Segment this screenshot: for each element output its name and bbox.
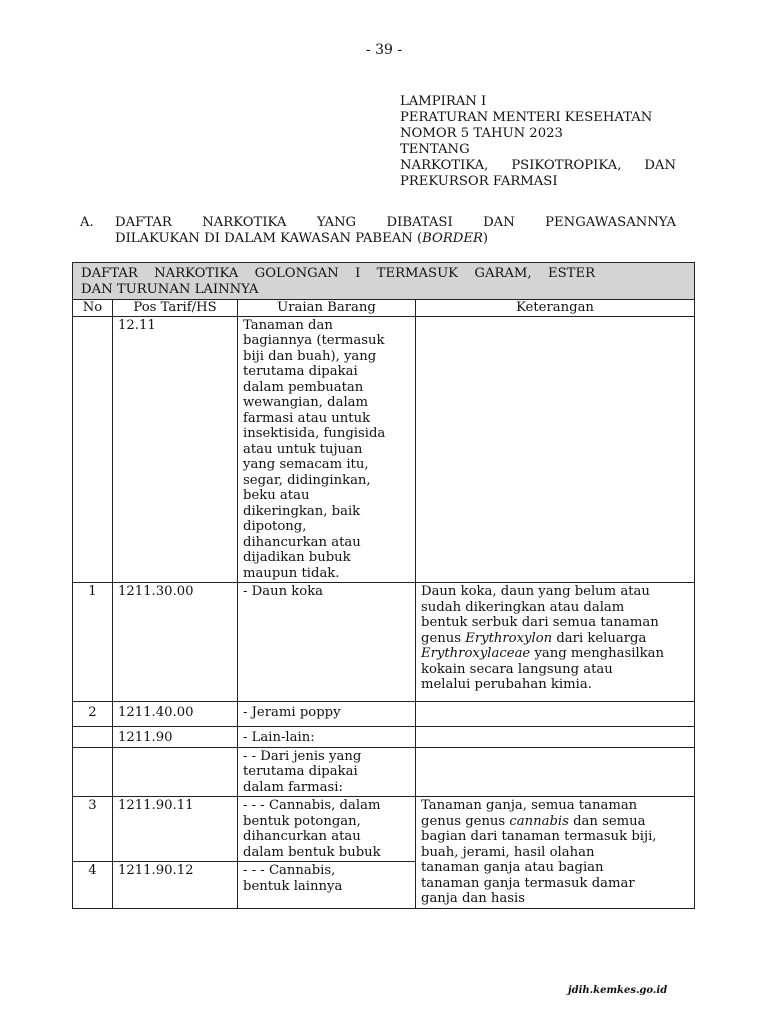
footer-url: jdih.kemkes.go.id	[568, 985, 668, 996]
lampiran-line: TENTANG	[400, 142, 470, 157]
lampiran-line: LAMPIRAN I	[400, 94, 487, 109]
cell-keterangan-ganja	[416, 797, 695, 909]
uraian-line: - Jerami poppy	[243, 704, 341, 720]
ket-line: melalui perubahan kimia.	[421, 677, 592, 692]
table-row	[73, 747, 695, 797]
uraian-line: yang semacam itu,	[243, 457, 369, 472]
uraian-line: insektisida, fungisida	[243, 426, 386, 441]
lampiran-word: DAN	[644, 158, 676, 173]
uraian-line: terutama dipakai	[243, 764, 358, 779]
uraian-line: dihancurkan atau	[243, 829, 361, 844]
table-row	[73, 701, 695, 727]
ket-line: bagian dari tanaman termasuk biji,	[421, 829, 657, 844]
lampiran-header	[400, 94, 676, 190]
cell-pos: 1211.30.00	[113, 583, 238, 702]
ket-line: buah, jerami, hasil olahan	[421, 844, 595, 860]
section-heading	[80, 215, 676, 247]
section-italic-text: BORDER	[422, 231, 483, 246]
cell-keterangan	[416, 747, 695, 797]
ket-line: sudah dikeringkan atau dalam	[421, 599, 625, 615]
table-caption-row	[73, 263, 695, 300]
section-text: )	[482, 231, 489, 246]
ket-line: tanaman ganja termasuk damar	[421, 875, 635, 891]
header-no: No	[73, 300, 113, 317]
ket-line: kokain secara langsung atau	[421, 661, 613, 677]
cell-no: 1	[73, 583, 113, 702]
uraian-line: atau untuk tujuan	[243, 441, 363, 457]
lampiran-line: NOMOR 5 TAHUN 2023	[400, 126, 563, 141]
header-pos-tarif: Pos Tarif/HS	[113, 300, 238, 317]
uraian-line: dalam bentuk bubuk	[243, 844, 381, 860]
cell-no	[73, 316, 113, 583]
uraian-line: dikeringkan, baik	[243, 503, 361, 519]
section-word: NARKOTIKA	[202, 215, 287, 230]
cell-no	[73, 727, 113, 748]
uraian-line: biji dan buah), yang	[243, 348, 377, 364]
cell-keterangan	[416, 727, 695, 748]
ket-line: Daun koka, daun yang belum atau	[421, 584, 650, 599]
cell-uraian	[238, 316, 416, 583]
caption-word: DAFTAR	[81, 266, 138, 281]
page-number: - 39 -	[365, 42, 403, 58]
uraian-line: bentuk lainnya	[243, 878, 343, 894]
cell-keterangan	[416, 701, 695, 727]
uraian-line: dipotong,	[243, 519, 307, 534]
caption-word: GOLONGAN	[254, 266, 339, 281]
uraian-line: dalam pembuatan	[243, 379, 364, 395]
cell-no: 3	[73, 797, 113, 862]
ket-line: ganja dan hasis	[421, 891, 526, 906]
caption-word: TERMASUK	[376, 266, 459, 281]
section-line-2	[80, 231, 676, 247]
lampiran-word: NARKOTIKA,	[400, 158, 489, 173]
cell-pos: 12.11	[113, 316, 238, 583]
table-header-row	[73, 300, 695, 317]
uraian-line: beku atau	[243, 488, 310, 503]
uraian-line: - - Dari jenis yang	[243, 748, 362, 764]
cell-uraian	[238, 747, 416, 797]
lampiran-line: PREKURSOR FARMASI	[400, 174, 558, 189]
section-word: DAN	[483, 215, 515, 230]
cell-keterangan	[416, 316, 695, 583]
uraian-line: Tanaman dan	[243, 317, 333, 333]
uraian-line: dijadikan bubuk	[243, 550, 351, 565]
uraian-line: - - - Cannabis,	[243, 863, 336, 878]
header-uraian: Uraian Barang	[238, 300, 416, 317]
caption-word: I	[355, 266, 361, 281]
lampiran-line: PERATURAN MENTERI KESEHATAN	[400, 110, 653, 125]
table-row	[73, 316, 695, 583]
cell-uraian	[238, 797, 416, 862]
cell-uraian	[238, 862, 416, 909]
ket-line: genus genus cannabis dan semua	[421, 813, 646, 829]
uraian-line: wewangian, dalam	[243, 395, 369, 410]
uraian-line: dihancurkan atau	[243, 534, 361, 550]
section-word: DIBATASI	[386, 215, 453, 230]
lampiran-line	[400, 158, 676, 174]
uraian-line: bentuk potongan,	[243, 813, 361, 829]
table-row	[73, 583, 695, 702]
table-row	[73, 727, 695, 748]
uraian-line: bagiannya (termasuk	[243, 333, 385, 348]
cell-pos	[113, 747, 238, 797]
caption-word: ESTER	[547, 266, 595, 281]
uraian-line: - - - Cannabis, dalam	[243, 798, 381, 813]
uraian-line: terutama dipakai	[243, 364, 358, 379]
section-word: DAFTAR	[115, 215, 172, 230]
uraian-line: - Lain-lain:	[243, 730, 315, 745]
cell-pos: 1211.90	[113, 727, 238, 748]
section-text: DILAKUKAN DI DALAM KAWASAN PABEAN (	[115, 231, 423, 246]
cell-no	[73, 747, 113, 797]
table-row	[73, 797, 695, 862]
cell-keterangan	[416, 583, 695, 702]
cell-no: 2	[73, 701, 113, 727]
uraian-line: dalam farmasi:	[243, 779, 343, 795]
cell-pos: 1211.90.12	[113, 862, 238, 909]
ket-line: tanaman ganja atau bagian	[421, 860, 604, 875]
ket-line: genus Erythroxylon dari keluarga	[421, 630, 647, 646]
cell-pos: 1211.40.00	[113, 701, 238, 727]
ket-line: bentuk serbuk dari semua tanaman	[421, 615, 659, 630]
table-caption	[73, 263, 695, 300]
caption-word: GARAM,	[474, 266, 532, 281]
cell-uraian	[238, 583, 416, 702]
uraian-line: farmasi atau untuk	[243, 410, 371, 426]
uraian-line: segar, didinginkan,	[243, 472, 371, 488]
section-letter: A.	[80, 215, 94, 230]
lampiran-word: PSIKOTROPIKA,	[511, 158, 622, 173]
caption-word: NARKOTIKA	[154, 266, 239, 281]
cell-uraian	[238, 701, 416, 727]
ket-line: Tanaman ganja, semua tanaman	[421, 798, 638, 813]
cell-no: 4	[73, 862, 113, 909]
header-keterangan: Keterangan	[416, 300, 695, 317]
narkotika-table	[72, 262, 695, 909]
cell-uraian	[238, 727, 416, 748]
cell-pos: 1211.90.11	[113, 797, 238, 862]
uraian-line: maupun tidak.	[243, 565, 340, 581]
section-word: PENGAWASANNYA	[545, 215, 676, 230]
section-word: YANG	[316, 215, 357, 230]
caption-line-2: DAN TURUNAN LAINNYA	[81, 281, 259, 297]
ket-line: Erythroxylaceae yang menghasilkan	[421, 646, 665, 661]
uraian-line: - Daun koka	[243, 584, 324, 599]
